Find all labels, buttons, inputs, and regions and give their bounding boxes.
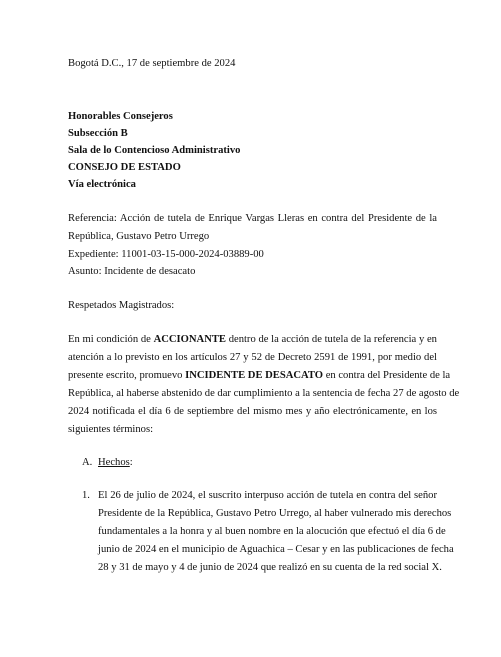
fact-1-line-2: Presidente de la República, Gustavo Petro Urrego, al haber vulnerado mis derechos	[98, 508, 452, 519]
section-marker: A.	[82, 457, 93, 468]
addressee-line-4: CONSEJO DE ESTADO	[68, 162, 181, 173]
section-title: Hechos	[98, 457, 130, 468]
intro-line-1-post: dentro de la acción de tutela de la referencia y en	[225, 334, 437, 345]
section-heading	[98, 456, 133, 469]
intro-line-2: atención a lo previsto en los artículos 27 y 52 de Decreto 2591 de 1991, por medio del	[68, 352, 437, 363]
reference-line-1: Referencia: Acción de tutela de Enrique Vargas Lleras en contra del Presidente de la	[68, 213, 437, 224]
asunto-line: Asunto: Incidente de desacato	[68, 266, 196, 277]
fact-1-line-5: 28 y 31 de mayo y 4 de junio de 2024 que realizó en su cuenta de la red social X.	[98, 562, 442, 573]
fact-1-line-4: junio de 2024 en el municipio de Aguachica – Cesar y en las publicaciones de fecha	[98, 544, 454, 555]
section-colon: :	[129, 457, 133, 468]
intro-accionante: ACCIONANTE	[153, 334, 226, 345]
intro-line-3-pre: presente escrito, promuevo	[68, 370, 186, 381]
date-line: Bogotá D.C., 17 de septiembre de 2024	[68, 58, 236, 69]
fact-1-line-1: El 26 de julio de 2024, el suscrito interpuso acción de tutela en contra del señor	[98, 490, 437, 501]
intro-line-3-post: en contra del Presidente de la	[323, 370, 451, 381]
fact-1-line-3: fundamentales a la honra y al buen nombre en la alocución que efectuó el día 6 de	[98, 526, 446, 537]
addressee-line-5: Vía electrónica	[68, 179, 136, 190]
addressee-line-2: Subsección B	[68, 128, 128, 139]
fact-1-marker: 1.	[82, 490, 90, 501]
intro-line-1-pre: En mi condición de	[68, 334, 154, 345]
addressee-line-1: Honorables Consejeros	[68, 111, 173, 122]
intro-incidente: INCIDENTE DE DESACATO	[185, 370, 324, 381]
salutation: Respetados Magistrados:	[68, 300, 175, 311]
intro-line-5: 2024 notificada el día 6 de septiembre del mismo mes y año electrónicamente, en los	[68, 406, 437, 417]
addressee-line-3: Sala de lo Contencioso Administrativo	[68, 145, 241, 156]
intro-line-6: siguientes términos:	[68, 424, 154, 435]
expediente-line: Expediente: 11001-03-15-000-2024-03889-00	[68, 249, 264, 260]
reference-line-2: República, Gustavo Petro Urrego	[68, 231, 210, 242]
intro-line-4: República, al haberse abstenido de dar cumplimiento a la sentencia de fecha 27 de agosto de	[68, 388, 460, 399]
intro-line-1	[68, 333, 437, 346]
intro-line-3	[68, 369, 451, 382]
